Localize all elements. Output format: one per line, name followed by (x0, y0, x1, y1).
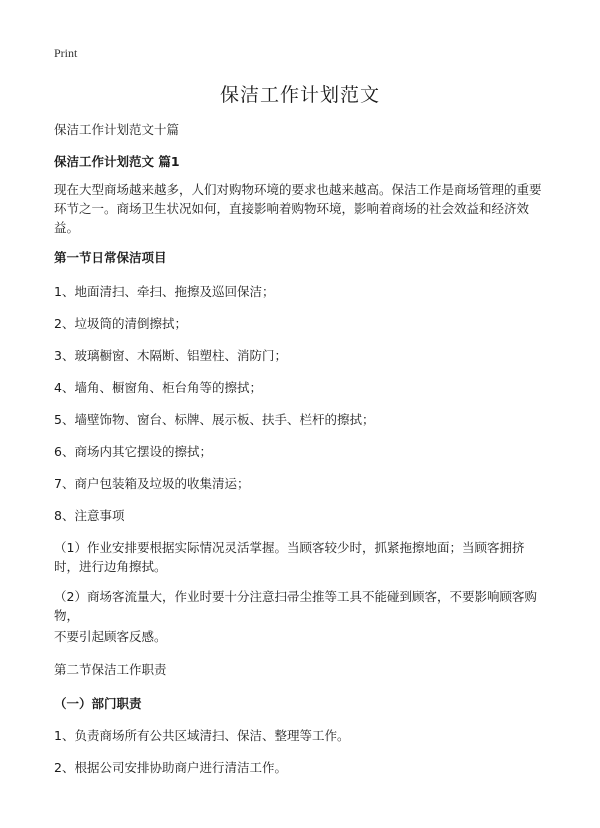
page-title: 保洁工作计划范文 (219, 84, 380, 106)
list-item: 1、负责商场所有公共区域清扫、保洁、整理等工作。 (54, 728, 350, 743)
section-heading-duties: 第二节保洁工作职责 (54, 662, 167, 677)
sub-heading-department: （一）部门职责 (54, 696, 142, 711)
article-heading: 保洁工作计划范文 篇1 (54, 154, 180, 169)
section-heading-daily-cleaning: 第一节日常保洁项目 (54, 250, 167, 265)
intro-paragraph: 现在大型商场越来越多，人们对购物环境的要求也越来越高。保洁工作是商场管理的重要环节之一。商场卫生状况如何，直接影响着购物环境，影响着商场的社会效益和经济效益。 (54, 182, 542, 235)
list-item: 2、垃圾筒的清倒擦拭； (54, 316, 187, 331)
list-item: 1、地面清扫、牵扫、拖擦及巡回保洁； (54, 284, 275, 299)
note-paragraph: 不要引起顾客反感。 (54, 629, 167, 644)
note-paragraph: （2）商场客流量大，作业时要十分注意扫帚尘推等工具不能碰到顾客，不要影响顾客购物， (54, 589, 537, 623)
list-item: 2、根据公司安排协助商户进行清洁工作。 (54, 760, 287, 775)
note-paragraph: （1）作业安排要根据实际情况灵活掌握。当顾客较少时，抓紧拖擦地面；当顾客拥挤时，进行边角擦拭。 (54, 540, 525, 574)
list-item: 7、商户包装箱及垃圾的收集清运； (54, 476, 250, 491)
document-subtitle: 保洁工作计划范文十篇 (54, 122, 180, 137)
list-item: 6、商场内其它摆设的擦拭； (54, 444, 212, 459)
list-item: 3、玻璃橱窗、木隔断、铝塑柱、消防门； (54, 348, 287, 363)
print-link[interactable]: Print (54, 46, 78, 60)
list-item: 5、墙壁饰物、窗台、标牌、展示板、扶手、栏杆的擦拭； (54, 412, 375, 427)
list-item: 8、注意事项 (54, 508, 125, 523)
list-item: 4、墙角、橱窗角、柜台角等的擦拭； (54, 380, 262, 395)
